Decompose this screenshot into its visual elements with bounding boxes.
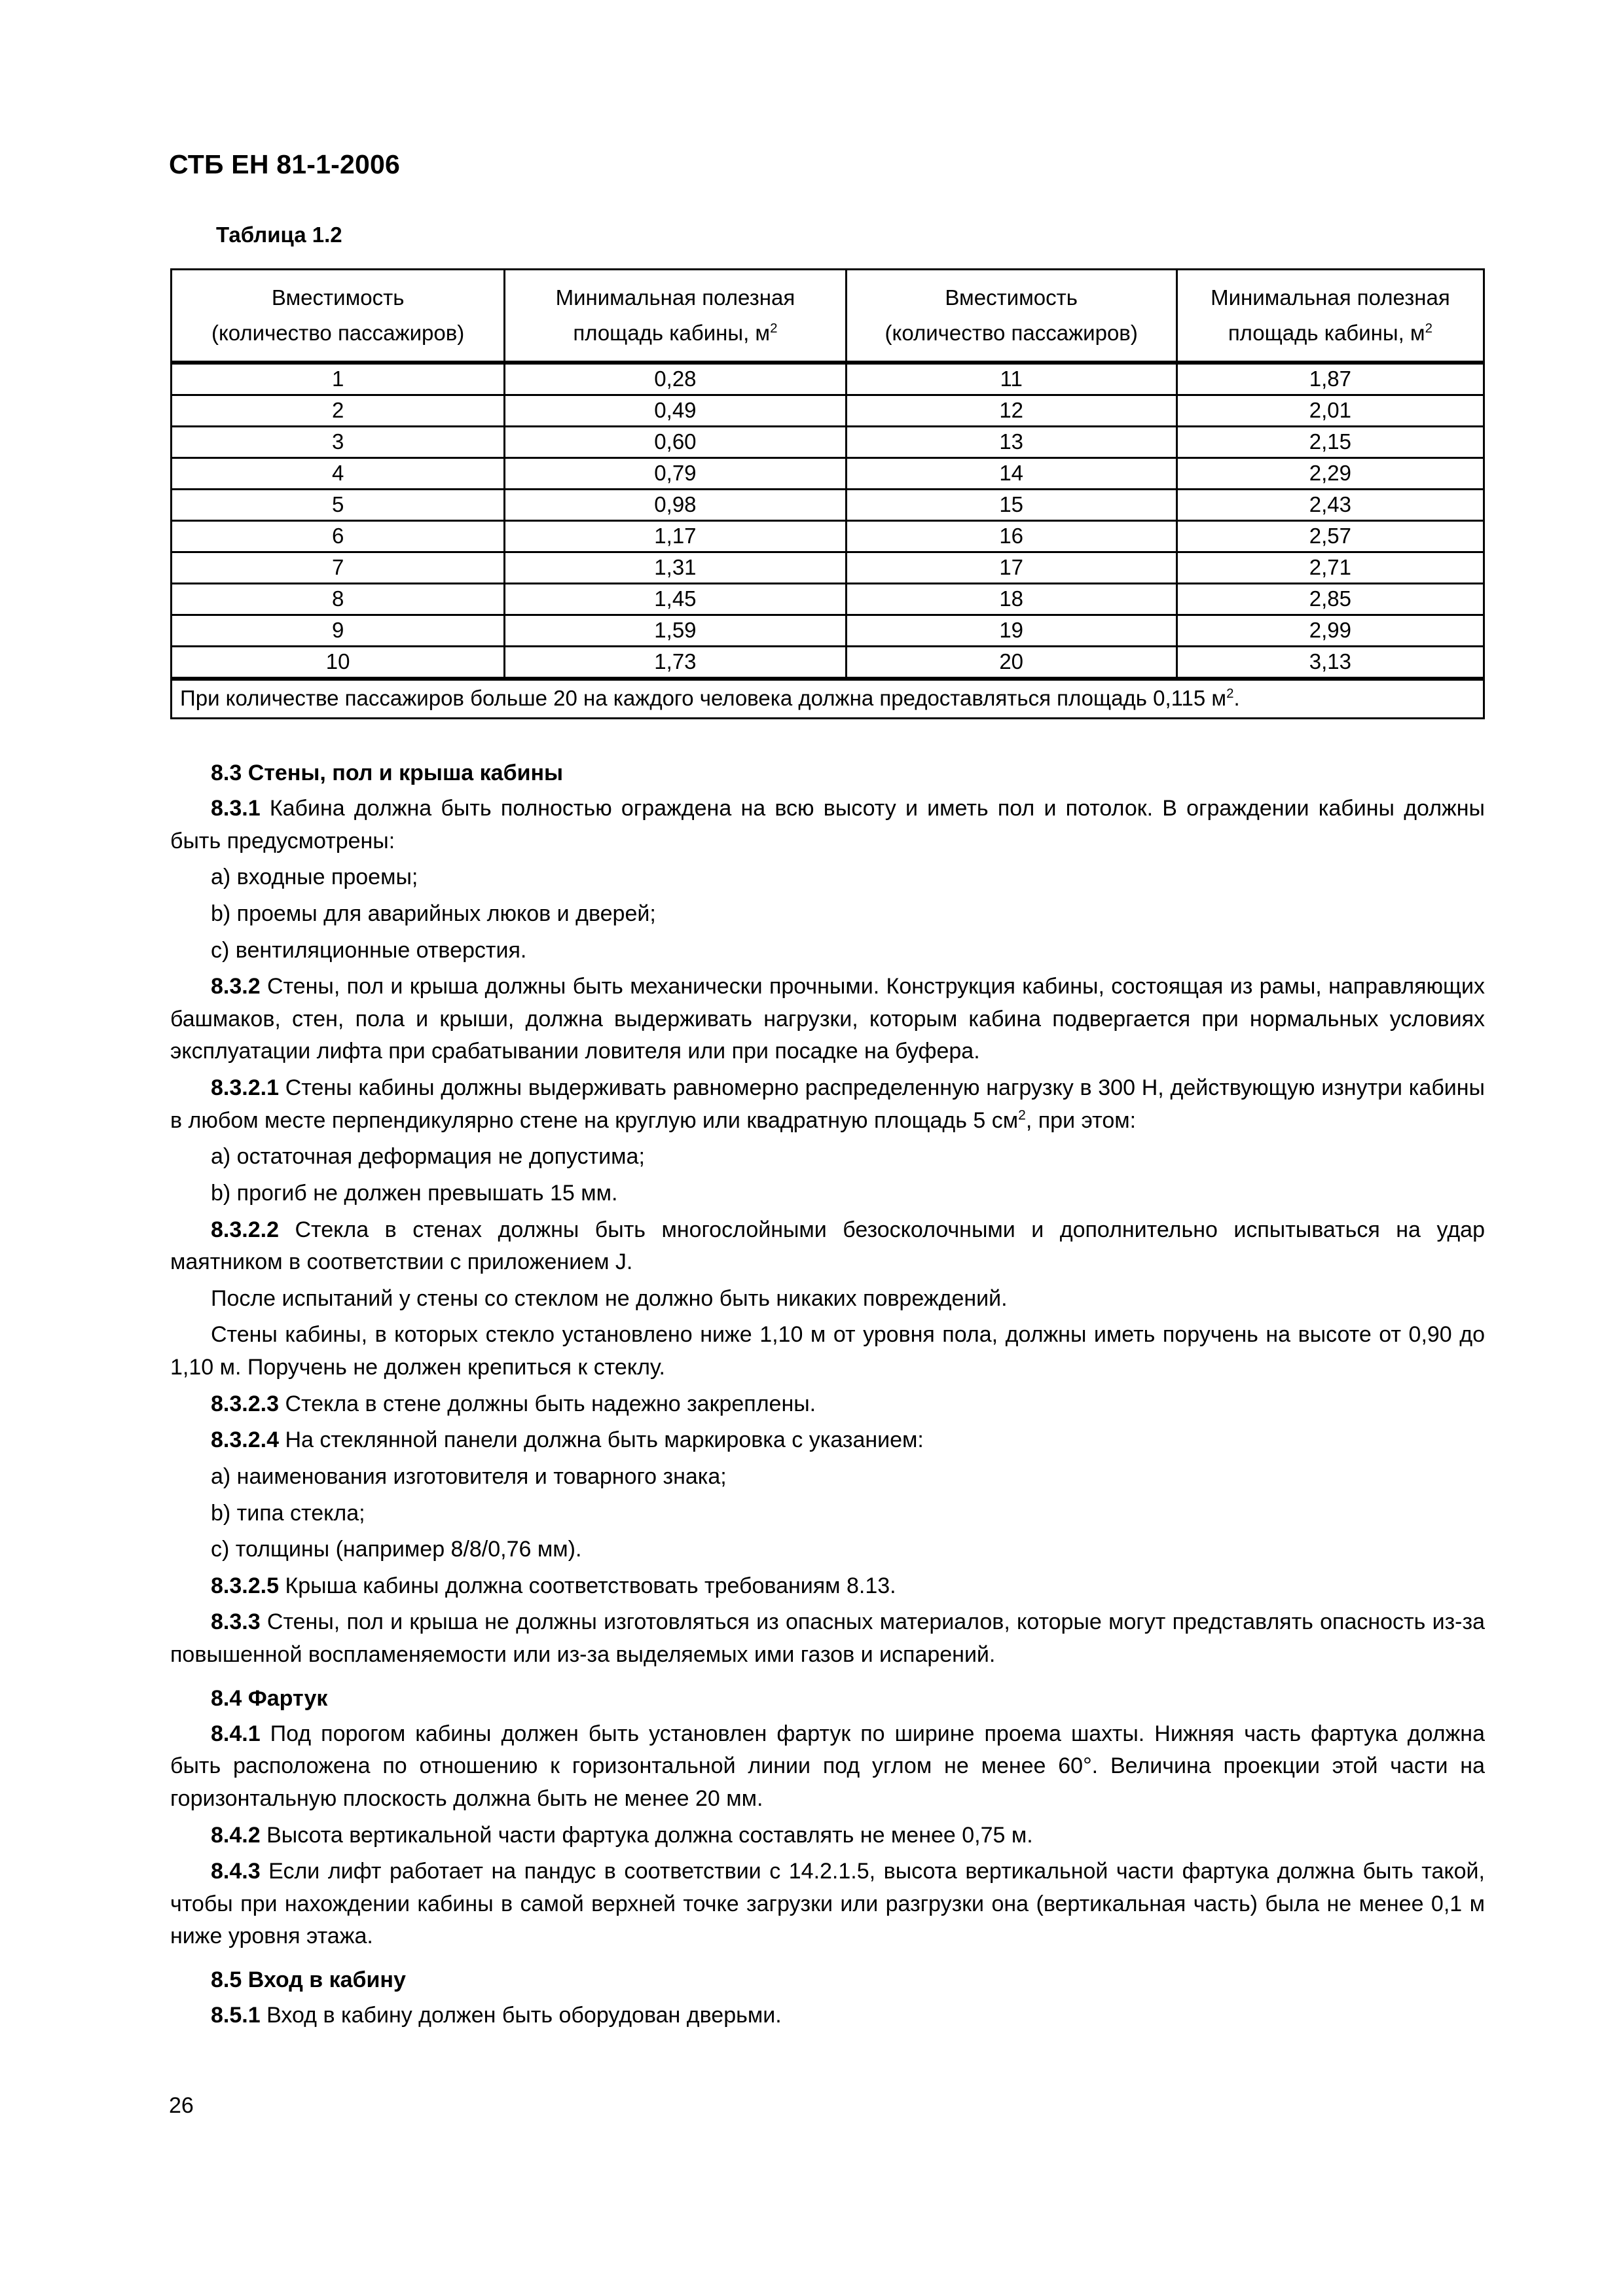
column-header-area-left: Минимальная полезная площадь кабины, $м^2$ xyxy=(505,270,846,363)
list-item-8-3-2-1-b: b) прогиб не должен превышать 15 мм. xyxy=(211,1180,618,1206)
cell-area-left: 0,79 xyxy=(505,458,846,490)
cell-capacity-right: 19 xyxy=(846,615,1176,647)
table-row xyxy=(172,363,1484,395)
clause-number-8-4-2: 8.4.2 xyxy=(211,1822,261,1848)
superscript-square-centimeter: 2 xyxy=(1018,1107,1026,1123)
cell-capacity-left: 9 xyxy=(172,615,505,647)
cell-capacity-left: 3 xyxy=(172,427,505,458)
paragraph-8-5-1: 8.5.1 Вход в кабину должен быть оборудован дверьми. xyxy=(211,2003,782,2028)
paragraph-8-3-2: 8.3.2 Стены, пол и крыша должны быть механически прочными. Конструкция кабины, состоящая из рамы, направляющих башмаков, стен, пола и крыши, должна выдерживать нагрузки, которым кабина подвергается при нормальных условиях эксплуатации лифта при срабатывании ловителя или при посадке на буфера. xyxy=(170,974,1485,1064)
paragraph-8-3-2-5: 8.3.2.5 Крыша кабины должна соответствовать требованиям 8.13. xyxy=(211,1573,896,1598)
list-item-8-3-1-a: a) входные проемы; xyxy=(211,865,418,890)
cell-area-left: 0,49 xyxy=(505,395,846,427)
cell-capacity-left: 6 xyxy=(172,521,505,552)
cell-area-right: 2,71 xyxy=(1176,552,1484,584)
paragraph-8-3-2-1: 8.3.2.1 Стены кабины должны выдерживать равномерно распределенную нагрузку в 300 Н, действующую изнутри кабины в любом месте перпендикулярно стене на круглую или квадратную площадь 5 $см^2$, при этом: xyxy=(170,1075,1485,1133)
table-row xyxy=(172,427,1484,458)
column-header-area-right: Минимальная полезная площадь кабины, $м^2$ xyxy=(1176,270,1484,363)
table-row xyxy=(172,615,1484,647)
cell-area-right: 1,87 xyxy=(1176,363,1484,395)
superscript-square-meter: 2 xyxy=(1425,321,1432,336)
cell-capacity-left: 7 xyxy=(172,552,505,584)
paragraph-8-3-2-4: 8.3.2.4 На стеклянной панели должна быть маркировка с указанием: xyxy=(211,1427,924,1453)
cell-area-right: 2,15 xyxy=(1176,427,1484,458)
table-row xyxy=(172,521,1484,552)
cell-capacity-right: 18 xyxy=(846,584,1176,615)
cell-area-left: 1,45 xyxy=(505,584,846,615)
cell-area-right: 3,13 xyxy=(1176,647,1484,679)
cell-area-left: 0,98 xyxy=(505,490,846,521)
column-header-capacity-left: Вместимость (количество пассажиров) xyxy=(172,270,505,363)
cell-capacity-left: 4 xyxy=(172,458,505,490)
clause-number-8-3-2-1: 8.3.2.1 xyxy=(211,1075,279,1100)
clause-number-8-3-1: 8.3.1 xyxy=(211,796,261,821)
cell-area-left: 0,60 xyxy=(505,427,846,458)
cell-area-right: 2,01 xyxy=(1176,395,1484,427)
table-body xyxy=(172,363,1484,719)
list-item-8-3-2-1-a: a) остаточная деформация не допустима; xyxy=(211,1144,645,1170)
table-row xyxy=(172,490,1484,521)
clause-number-8-3-2-4: 8.3.2.4 xyxy=(211,1427,279,1453)
clause-number-8-3-2: 8.3.2 xyxy=(211,974,261,999)
table-row xyxy=(172,552,1484,584)
heading-8-3: 8.3 Стены, пол и крыша кабины xyxy=(211,761,564,785)
table-footnote-row xyxy=(172,679,1484,719)
list-item-8-3-2-4-a: a) наименования изготовителя и товарного знака; xyxy=(211,1463,727,1489)
clause-number-8-3-3: 8.3.3 xyxy=(211,1609,261,1635)
clause-number-8-5-1: 8.5.1 xyxy=(211,2003,261,2028)
paragraph-8-4-1: 8.4.1 Под порогом кабины должен быть установлен фартук по ширине проема шахты. Нижняя часть фартука должна быть расположена по отношению к горизонтальной линии под углом не менее 60°. Величина проекции этой части на горизонтальную плоскость должна быть не менее 20 мм. xyxy=(170,1721,1485,1811)
table-footnote-cell: При количестве пассажиров больше 20 на каждого человека должна предоставляться площадь 0,115 $м^2$. xyxy=(172,679,1484,719)
table-1-2 xyxy=(170,268,1485,719)
cell-area-left: 1,73 xyxy=(505,647,846,679)
paragraph-8-3-2-2-cont-1: После испытаний у стены со стеклом не должно быть никаких повреждений. xyxy=(211,1285,1008,1311)
column-header-capacity-right: Вместимость (количество пассажиров) xyxy=(846,270,1176,363)
cell-area-left: 1,59 xyxy=(505,615,846,647)
list-item-8-3-1-c: c) вентиляционные отверстия. xyxy=(211,937,527,963)
cell-area-right: 2,57 xyxy=(1176,521,1484,552)
cell-area-left: 0,28 xyxy=(505,363,846,395)
cell-capacity-right: 13 xyxy=(846,427,1176,458)
list-item-8-3-2-4-b: b) типа стекла; xyxy=(211,1500,365,1526)
cell-capacity-right: 12 xyxy=(846,395,1176,427)
cell-area-left: 1,17 xyxy=(505,521,846,552)
list-item-8-3-1-b: b) проемы для аварийных люков и дверей; xyxy=(211,901,656,926)
heading-8-4: 8.4 Фартук xyxy=(211,1685,328,1711)
table-header-row xyxy=(172,270,1484,363)
cell-capacity-right: 17 xyxy=(846,552,1176,584)
paragraph-8-3-1: 8.3.1 Кабина должна быть полностью ограждена на всю высоту и иметь пол и потолок. В ограждении кабины должны быть предусмотрены: xyxy=(170,796,1485,853)
cell-area-left: 1,31 xyxy=(505,552,846,584)
cell-capacity-right: 14 xyxy=(846,458,1176,490)
cell-area-right: 2,85 xyxy=(1176,584,1484,615)
cell-capacity-left: 1 xyxy=(172,363,505,395)
clause-number-8-4-3: 8.4.3 xyxy=(211,1859,261,1884)
table-row xyxy=(172,458,1484,490)
paragraph-8-3-2-2-cont-2: Стены кабины, в которых стекло установлено ниже 1,10 м от уровня пола, должны иметь поручень на высоте от 0,90 до 1,10 м. Поручень не должен крепиться к стеклу. xyxy=(170,1322,1485,1380)
list-item-8-3-2-4-c: c) толщины (например 8/8/0,76 мм). xyxy=(211,1537,582,1562)
cell-capacity-left: 2 xyxy=(172,395,505,427)
page-number: 26 xyxy=(169,2093,194,2118)
cell-area-right: 2,43 xyxy=(1176,490,1484,521)
paragraph-8-3-2-3: 8.3.2.3 Стекла в стене должны быть надежно закреплены. xyxy=(211,1391,816,1416)
superscript-square-meter: 2 xyxy=(1226,686,1234,701)
paragraph-8-4-2: 8.4.2 Высота вертикальной части фартука должна составлять не менее 0,75 м. xyxy=(211,1822,1033,1848)
superscript-square-meter: 2 xyxy=(770,321,778,336)
document-header-standard-number: СТБ ЕН 81-1-2006 xyxy=(169,149,400,179)
table-row xyxy=(172,584,1484,615)
cell-capacity-left: 8 xyxy=(172,584,505,615)
cell-area-right: 2,29 xyxy=(1176,458,1484,490)
paragraph-8-4-3: 8.4.3 Если лифт работает на пандус в соответствии с 14.2.1.5, высота вертикальной части фартука должна быть такой, чтобы при нахождении кабины в самой верхней точке загрузки или разгрузки она (вертикальная часть) была не менее 0,1 м ниже уровня этажа. xyxy=(170,1859,1485,1949)
cell-capacity-left: 10 xyxy=(172,647,505,679)
clause-number-8-3-2-3: 8.3.2.3 xyxy=(211,1391,279,1416)
cell-capacity-right: 15 xyxy=(846,490,1176,521)
cell-capacity-right: 16 xyxy=(846,521,1176,552)
cell-capacity-right: 11 xyxy=(846,363,1176,395)
table-caption: Таблица 1.2 xyxy=(216,223,342,247)
cell-area-right: 2,99 xyxy=(1176,615,1484,647)
clause-number-8-4-1: 8.4.1 xyxy=(211,1721,261,1746)
document-body xyxy=(170,746,1485,2032)
table-row xyxy=(172,647,1484,679)
heading-8-5: 8.5 Вход в кабину xyxy=(211,1967,406,1992)
cell-capacity-right: 20 xyxy=(846,647,1176,679)
paragraph-8-3-2-2: 8.3.2.2 Стекла в стенах должны быть многослойными безосколочными и дополнительно испытываться на удар маятником в соответствии с приложением J. xyxy=(170,1217,1485,1275)
paragraph-8-3-3: 8.3.3 Стены, пол и крыша не должны изготовляться из опасных материалов, которые могут представлять опасность из-за повышенной воспламеняемости или из-за выделяемых ими газов и испарений. xyxy=(170,1609,1485,1667)
cell-capacity-left: 5 xyxy=(172,490,505,521)
clause-number-8-3-2-2: 8.3.2.2 xyxy=(211,1217,279,1242)
table-row xyxy=(172,395,1484,427)
table-1-2-wrapper xyxy=(170,268,1485,719)
clause-number-8-3-2-5: 8.3.2.5 xyxy=(211,1573,279,1598)
